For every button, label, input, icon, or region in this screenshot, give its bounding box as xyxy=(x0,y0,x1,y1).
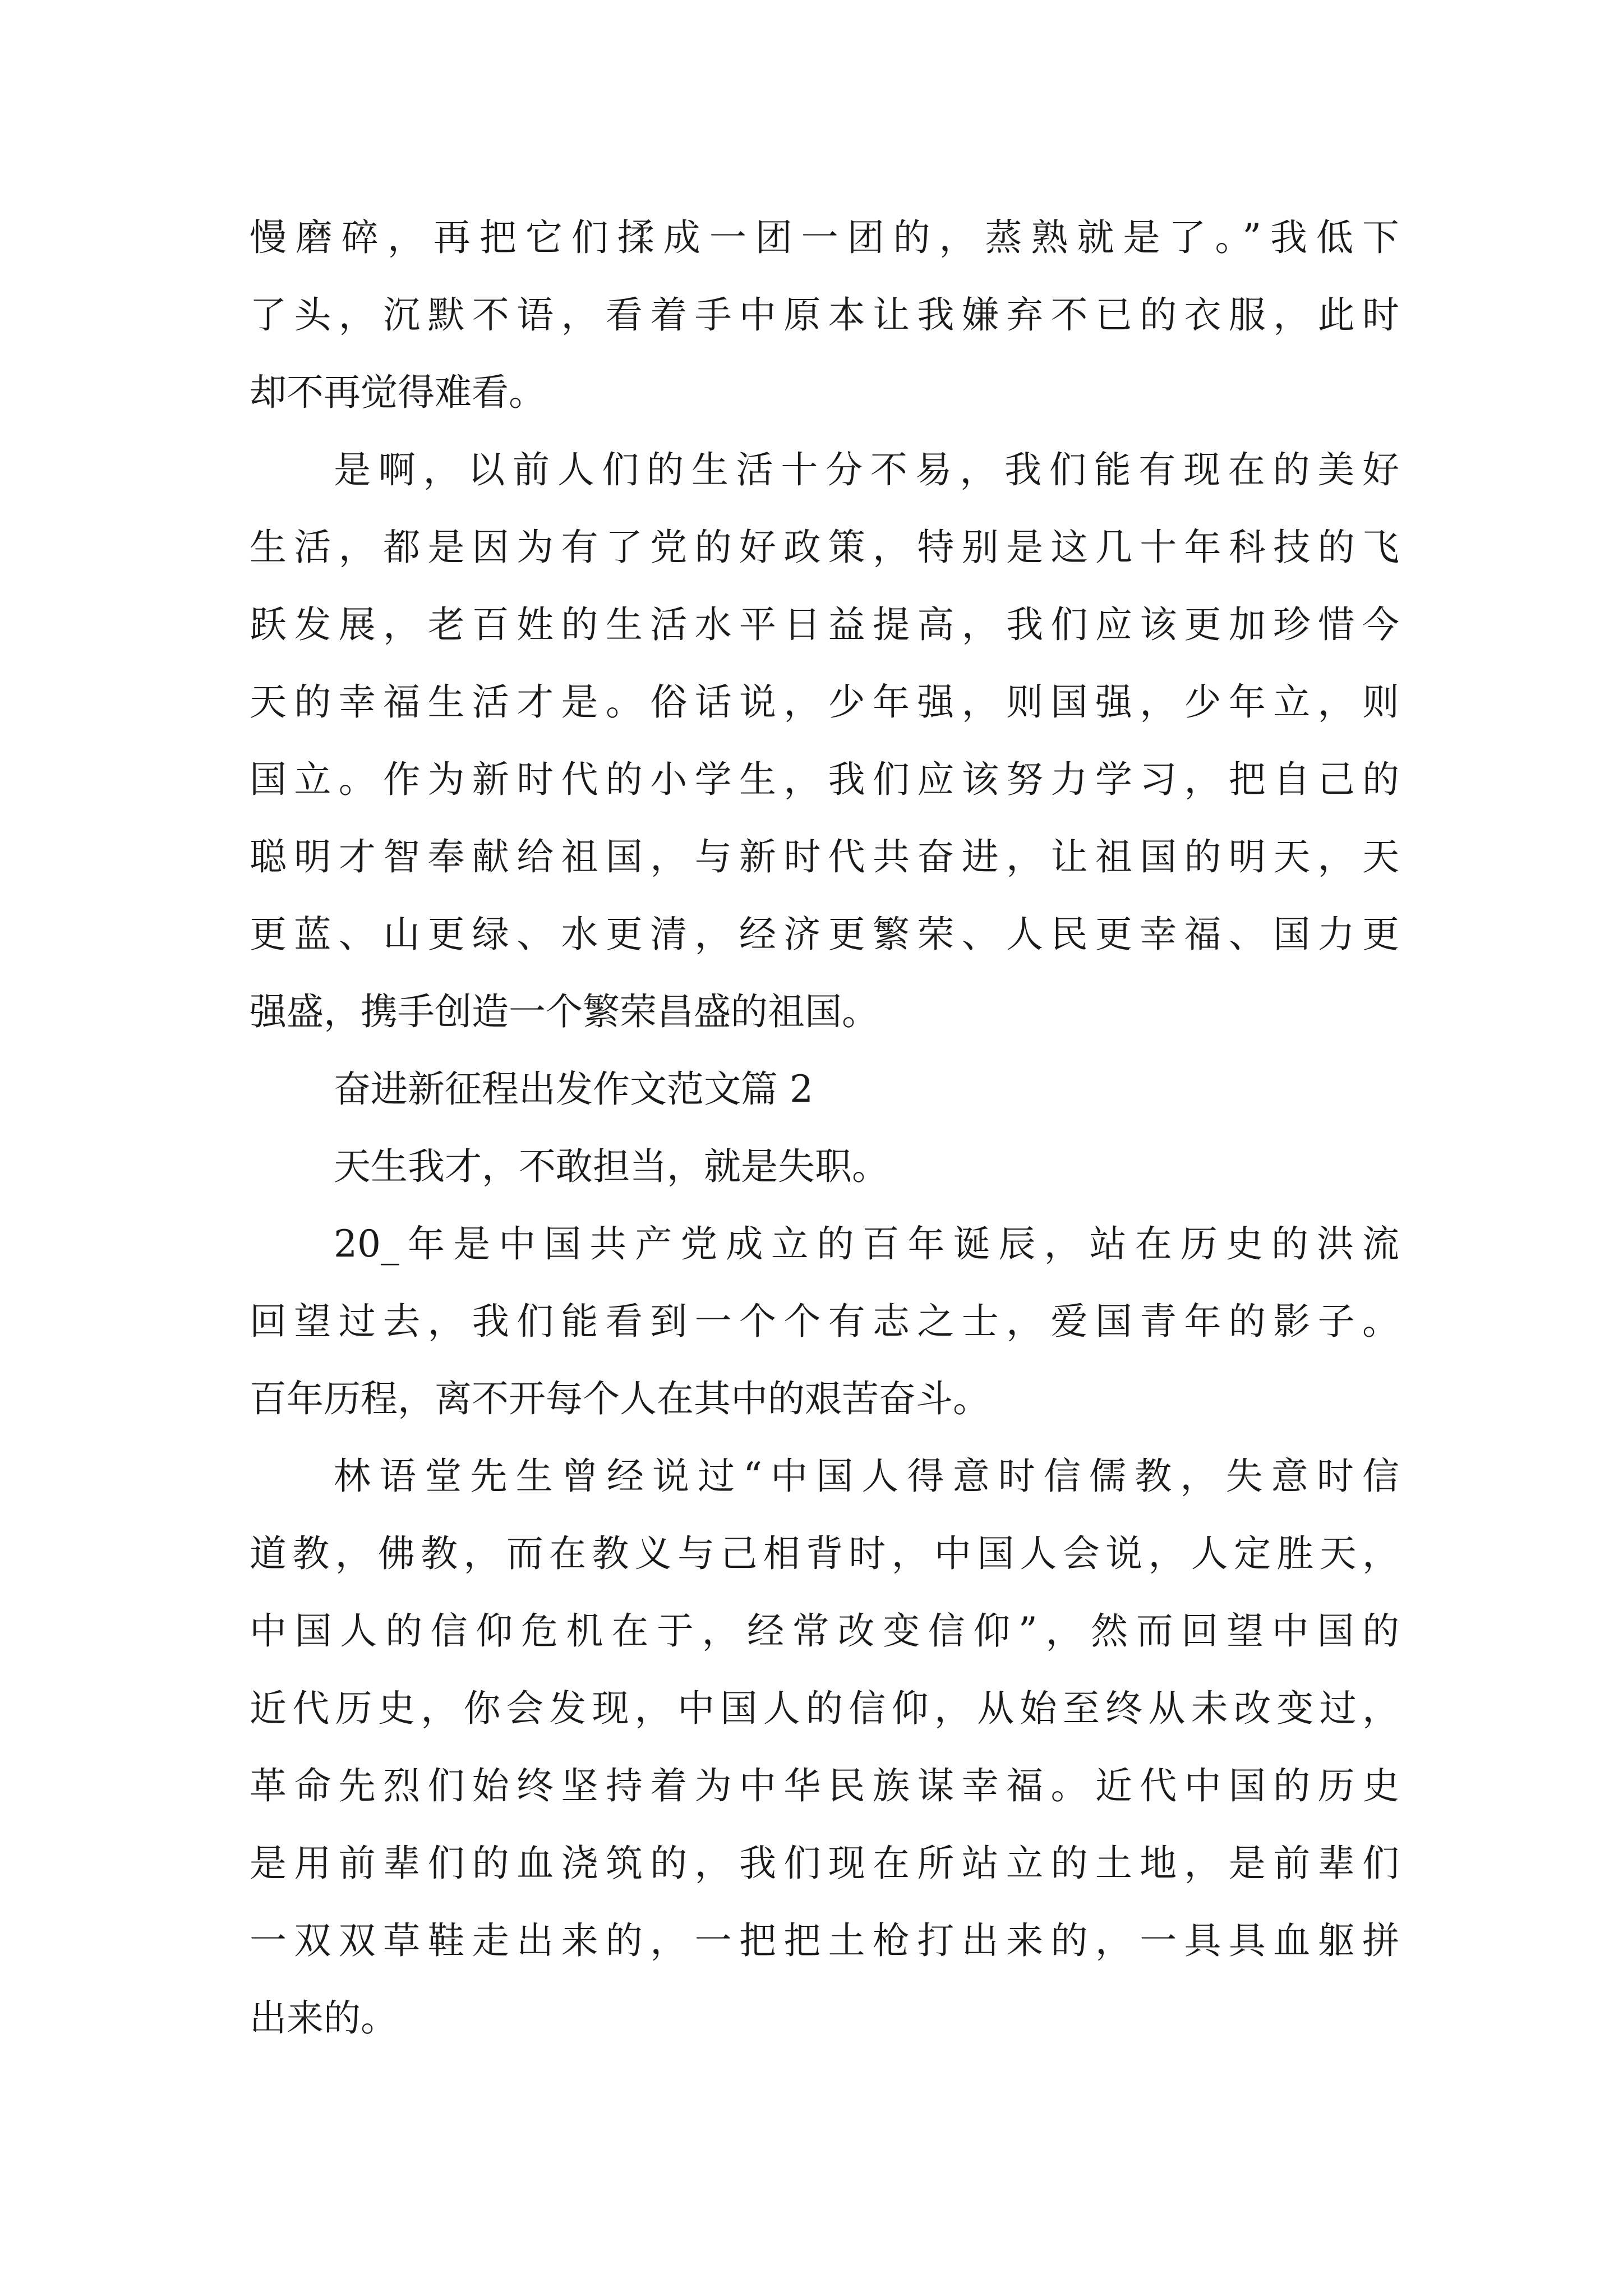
text-line: 回望过去，我们能看到一个个有志之士，爱国青年的影子。 xyxy=(250,1300,1399,1343)
text-line: 跃发展，老百姓的生活水平日益提高，我们应该更加珍惜今 xyxy=(250,603,1399,646)
text-line: 奋进新征程出发作文范文篇 2 xyxy=(334,1068,813,1111)
text-line: 是啊，以前人们的生活十分不易，我们能有现在的美好 xyxy=(334,448,1399,491)
text-line: 中国人的信仰危机在于，经常改变信仰”，然而回望中国的 xyxy=(250,1609,1399,1653)
text-line: 聪明才智奉献给祖国，与新时代共奋进，让祖国的明天，天 xyxy=(250,835,1399,878)
text-line: 天生我才，不敢担当，就是失职。 xyxy=(334,1145,889,1188)
text-line: 出来的。 xyxy=(250,1996,398,2040)
text-line: 慢磨碎，再把它们揉成一团一团的，蒸熟就是了。”我低下 xyxy=(250,216,1399,259)
text-line: 近代历史，你会发现，中国人的信仰，从始至终从未改变过， xyxy=(250,1687,1399,1730)
text-line: 强盛，携手创造一个繁荣昌盛的祖国。 xyxy=(250,990,879,1033)
text-line: 更蓝、山更绿、水更清，经济更繁荣、人民更幸福、国力更 xyxy=(250,913,1399,956)
text-line: 却不再觉得难看。 xyxy=(250,371,546,414)
text-line: 林语堂先生曾经说过“中国人得意时信儒教，失意时信 xyxy=(334,1455,1399,1498)
text-line: 生活，都是因为有了党的好政策，特别是这几十年科技的飞 xyxy=(250,526,1399,569)
text-line: 一双双草鞋走出来的，一把把土枪打出来的，一具具血躯拼 xyxy=(250,1919,1399,1962)
text-line: 了头，沉默不语，看着手中原本让我嫌弃不已的衣服，此时 xyxy=(250,293,1399,337)
text-line: 革命先烈们始终坚持着为中华民族谋幸福。近代中国的历史 xyxy=(250,1764,1399,1807)
text-line: 天的幸福生活才是。俗话说，少年强，则国强，少年立，则 xyxy=(250,680,1399,724)
text-line: 百年历程，离不开每个人在其中的艰苦奋斗。 xyxy=(250,1377,990,1420)
document-body xyxy=(250,199,1399,2057)
text-line: 是用前辈们的血浇筑的，我们现在所站立的土地，是前辈们 xyxy=(250,1842,1399,1885)
text-line: 20_年是中国共产党成立的百年诞辰，站在历史的洪流 xyxy=(334,1222,1399,1266)
text-line: 道教，佛教，而在教义与己相背时，中国人会说，人定胜天， xyxy=(250,1532,1399,1575)
text-line: 国立。作为新时代的小学生，我们应该努力学习，把自己的 xyxy=(250,758,1399,801)
